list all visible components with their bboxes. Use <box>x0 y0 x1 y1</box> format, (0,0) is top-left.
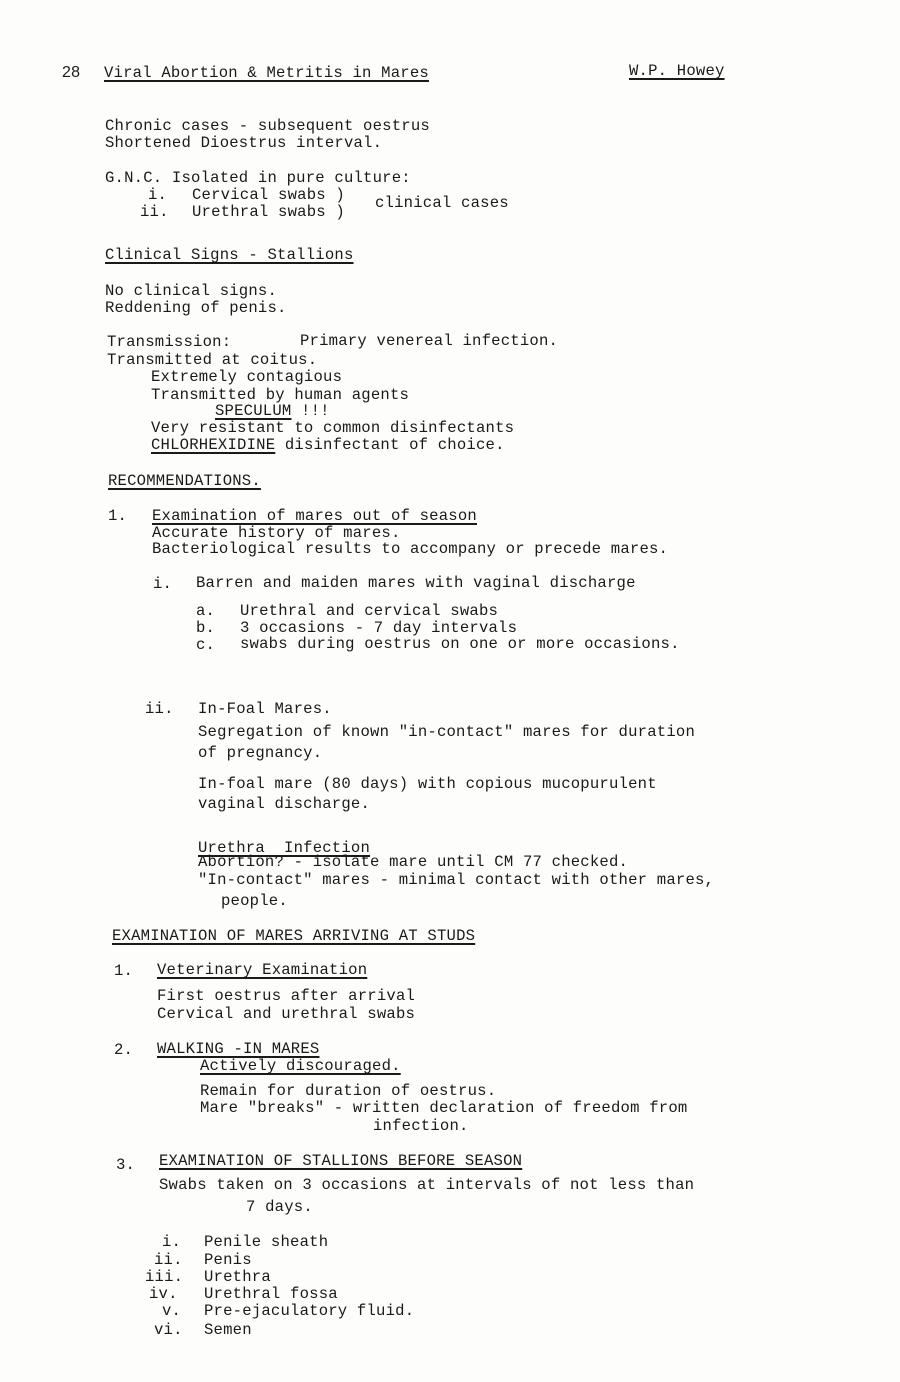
abortion-line: Abortion? - isolate mare until CM 77 checked. <box>198 853 629 871</box>
rec-item-title: Examination of mares out of season <box>152 507 477 525</box>
segregation-line: of pregnancy. <box>198 744 323 762</box>
speculum-warning <box>215 403 330 420</box>
point-text: swabs during oestrus on one or more occasions. <box>240 635 680 653</box>
point-marker: a. <box>196 602 216 620</box>
exam-item-title: EXAMINATION OF STALLIONS BEFORE SEASON <box>159 1152 523 1170</box>
chlorhexidine-line <box>151 437 505 454</box>
site-text: Semen <box>204 1321 252 1339</box>
exam-item-marker: 3. <box>116 1156 136 1174</box>
exam-line: infection. <box>373 1117 469 1135</box>
transmission-label: Transmission: <box>107 333 232 351</box>
exam-item-subtitle: Actively discouraged. <box>200 1057 401 1075</box>
site-text: Pre-ejaculatory fluid. <box>204 1302 415 1320</box>
site-marker: ii. <box>154 1251 183 1269</box>
transmission-sub: Extremely contagious <box>151 368 343 386</box>
site-marker: vi. <box>154 1321 183 1339</box>
site-text: Urethral fossa <box>204 1285 338 1303</box>
exam-line: First oestrus after arrival <box>157 987 416 1005</box>
rec-item-marker: 1. <box>108 507 128 525</box>
chlorhexidine-label: CHLORHEXIDINE <box>151 436 276 454</box>
segregation-line: Segregation of known "in-contact" mares for duration <box>198 723 696 741</box>
exam-item-title: WALKING -IN MARES <box>157 1040 320 1058</box>
infoal-line: In-foal mare (80 days) with copious mucopurulent <box>198 775 657 793</box>
exam-line: Cervical and urethral swabs <box>157 1005 416 1023</box>
site-text: Urethra <box>204 1268 271 1286</box>
exam-line: 7 days. <box>246 1198 313 1216</box>
urethra-infection-heading: Urethra Infection <box>198 839 371 857</box>
exam-item-marker: 1. <box>114 962 134 980</box>
exam-line: Mare "breaks" - written declaration of freedom from <box>200 1099 688 1117</box>
chlorhexidine-suffix: disinfectant of choice. <box>275 436 505 454</box>
gnc-item-marker: i. <box>148 186 168 204</box>
speculum-suffix: !!! <box>291 402 330 420</box>
incontact-line: "In-contact" mares - minimal contact with other mares, <box>198 871 715 889</box>
transmission-value: Primary venereal infection. <box>300 332 559 350</box>
point-text: 3 occasions - 7 day intervals <box>240 619 518 637</box>
point-text: Urethral and cervical swabs <box>240 602 499 620</box>
transmitted-at: Transmitted at coitus. <box>107 351 318 369</box>
sub-ii-marker: ii. <box>145 700 174 718</box>
gnc-item-marker: ii. <box>140 203 169 221</box>
point-marker: c. <box>196 636 216 654</box>
site-marker: v. <box>162 1302 182 1320</box>
site-text: Penis <box>204 1251 252 1269</box>
site-text: Penile sheath <box>204 1233 329 1251</box>
transmission-sub: Transmitted by human agents <box>151 386 410 404</box>
section-heading-examination-arriving: EXAMINATION OF MARES ARRIVING AT STUDS <box>112 927 476 945</box>
sub-i-marker: i. <box>153 575 173 593</box>
gnc-bracket-note: clinical cases <box>375 194 509 212</box>
intro-line-2: Shortened Dioestrus interval. <box>105 134 383 152</box>
exam-line: Remain for duration of oestrus. <box>200 1082 497 1100</box>
clinical-line: Reddening of penis. <box>105 299 287 317</box>
gnc-item-text: Cervical swabs ) <box>192 186 345 204</box>
rec-line: Bacteriological results to accompany or precede mares. <box>152 540 669 558</box>
sub-i-text: Barren and maiden mares with vaginal discharge <box>196 574 636 592</box>
intro-line-1: Chronic cases - subsequent oestrus <box>105 117 430 135</box>
point-marker: b. <box>196 619 216 637</box>
sub-ii-text: In-Foal Mares. <box>198 700 332 718</box>
exam-item-marker: 2. <box>114 1041 134 1059</box>
clinical-line: No clinical signs. <box>105 282 278 300</box>
infoal-line: vaginal discharge. <box>198 795 371 813</box>
section-heading-clinical-signs-stallions: Clinical Signs - Stallions <box>105 246 354 264</box>
site-marker: i. <box>162 1233 182 1251</box>
page-number: 28 <box>62 64 81 81</box>
exam-line: Swabs taken on 3 occasions at intervals of not less than <box>159 1176 695 1194</box>
site-marker: iii. <box>145 1268 184 1286</box>
resistant-line: Very resistant to common disinfectants <box>151 419 515 437</box>
gnc-heading: G.N.C. Isolated in pure culture: <box>105 169 411 187</box>
rec-line: Accurate history of mares. <box>152 524 401 542</box>
section-heading-recommendations: RECOMMENDATIONS. <box>108 472 261 490</box>
document-title: Viral Abortion & Metritis in Mares <box>104 64 429 82</box>
site-marker: iv. <box>149 1285 178 1303</box>
gnc-item-text: Urethral swabs ) <box>192 203 345 221</box>
document-author: W.P. Howey <box>629 62 725 80</box>
exam-item-title: Veterinary Examination <box>157 961 368 979</box>
speculum-label: SPECULUM <box>215 402 292 420</box>
incontact-line: people. <box>221 892 288 910</box>
